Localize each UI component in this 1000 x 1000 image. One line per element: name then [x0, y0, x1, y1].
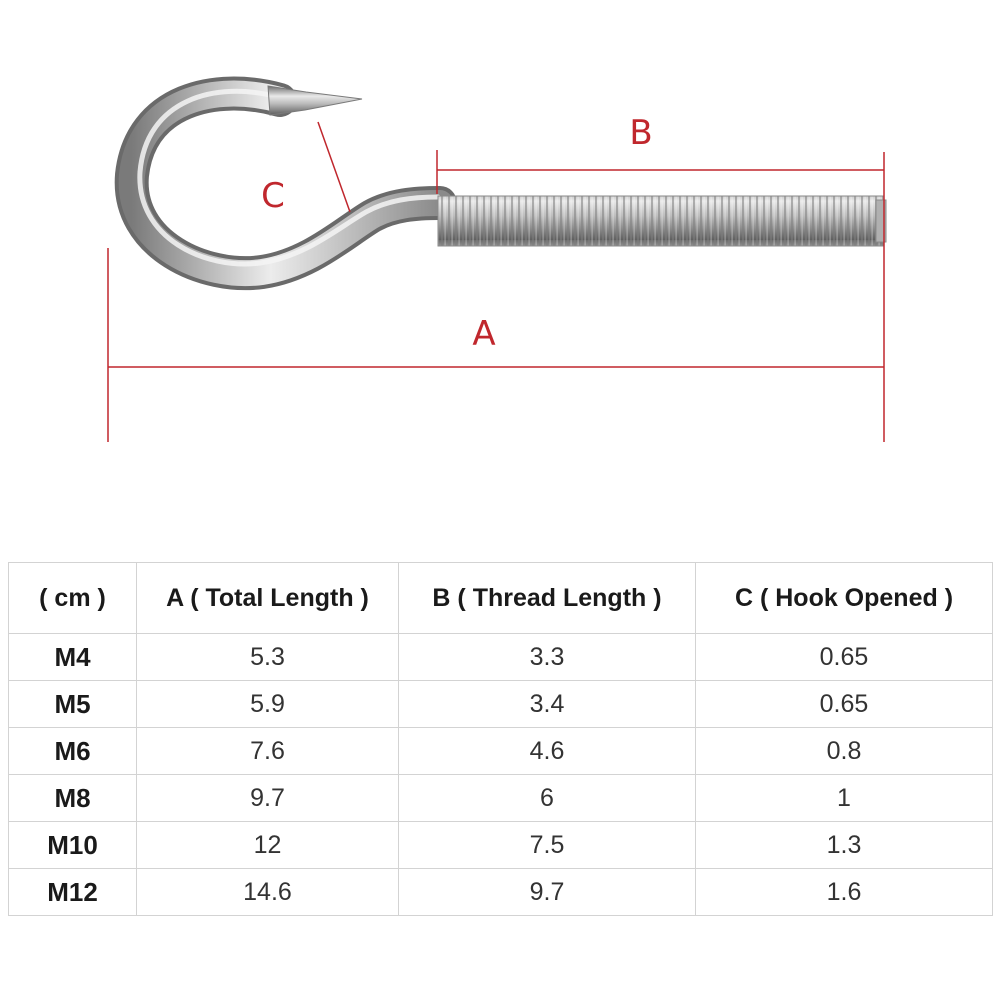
header-thread-length: B ( Thread Length )	[399, 563, 696, 634]
total-length-cell: 9.7	[137, 775, 399, 822]
dimension-label-b: B	[629, 113, 653, 153]
table-row	[9, 775, 993, 822]
thread-length-cell: 7.5	[399, 822, 696, 869]
thread-length-cell: 9.7	[399, 869, 696, 916]
header-hook-opened: C ( Hook Opened )	[696, 563, 993, 634]
dimension-label-a: A	[472, 314, 496, 354]
hook-opened-cell: 0.65	[696, 681, 993, 728]
hook-opened-cell: 0.8	[696, 728, 993, 775]
total-length-cell: 5.3	[137, 634, 399, 681]
total-length-cell: 7.6	[137, 728, 399, 775]
total-length-cell: 14.6	[137, 869, 399, 916]
thread-length-cell: 6	[399, 775, 696, 822]
size-cell: M10	[9, 822, 137, 869]
hook-opened-cell: 1.3	[696, 822, 993, 869]
hook-tip	[268, 86, 362, 115]
total-length-cell: 12	[137, 822, 399, 869]
size-cell: M8	[9, 775, 137, 822]
hook-screw-diagram	[0, 0, 1000, 470]
thread-length-cell: 3.3	[399, 634, 696, 681]
size-cell: M12	[9, 869, 137, 916]
table-row	[9, 822, 993, 869]
hook-screw-image	[132, 86, 886, 273]
size-cell: M4	[9, 634, 137, 681]
hook-opened-cell: 1	[696, 775, 993, 822]
table-row	[9, 681, 993, 728]
hook-opened-cell: 0.65	[696, 634, 993, 681]
table-row	[9, 869, 993, 916]
table-header-row	[9, 563, 993, 634]
total-length-cell: 5.9	[137, 681, 399, 728]
header-total-length: A ( Total Length )	[137, 563, 399, 634]
threaded-shank	[438, 196, 884, 246]
thread-length-cell: 4.6	[399, 728, 696, 775]
unit-header: ( cm )	[9, 563, 137, 634]
size-cell: M5	[9, 681, 137, 728]
size-spec-table	[8, 562, 993, 916]
table-row	[9, 728, 993, 775]
dimension-label-c: C	[261, 176, 285, 216]
thread-length-cell: 3.4	[399, 681, 696, 728]
size-cell: M6	[9, 728, 137, 775]
hook-opened-cell: 1.6	[696, 869, 993, 916]
table-row	[9, 634, 993, 681]
